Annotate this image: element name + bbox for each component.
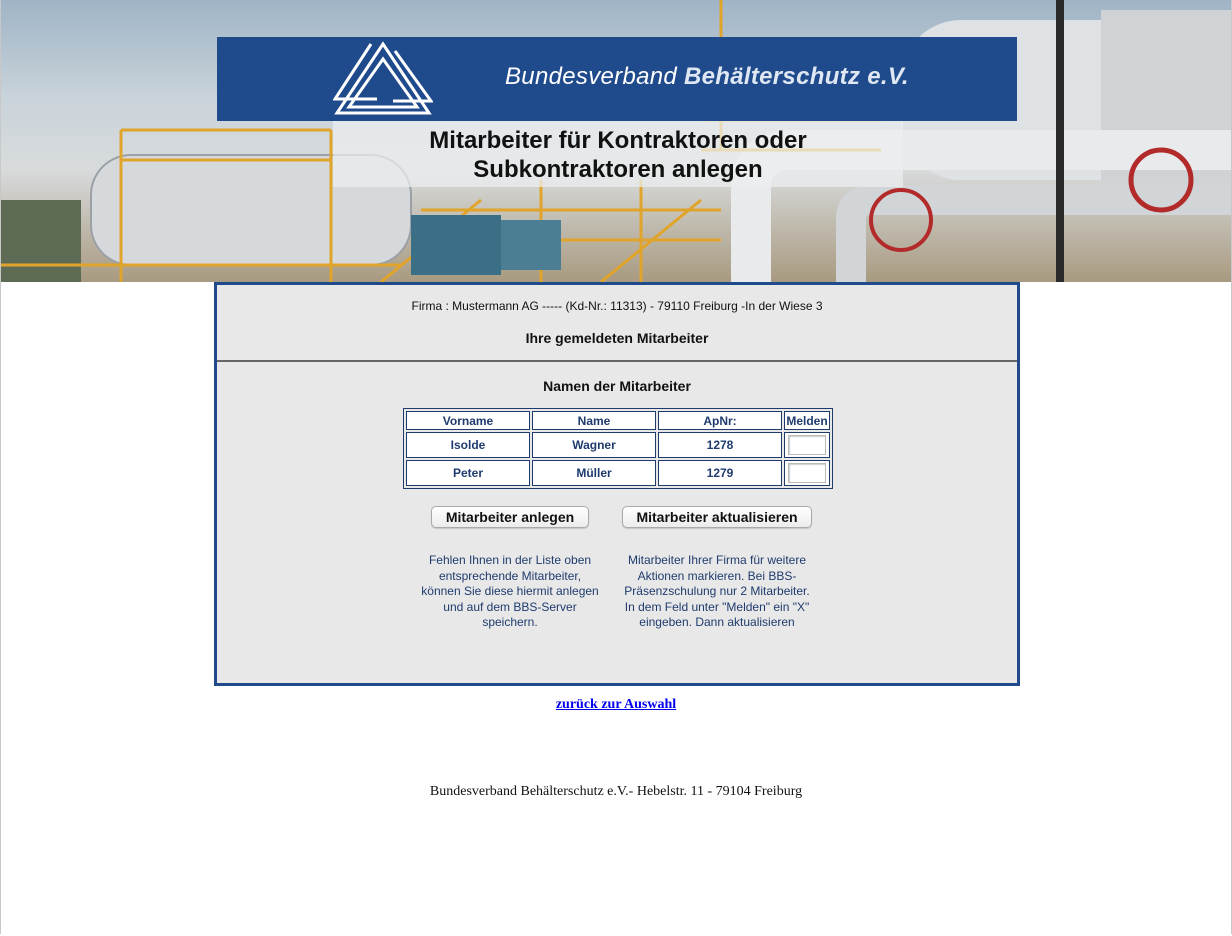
cell-apnr: 1278 <box>658 432 782 458</box>
page-title <box>333 121 903 187</box>
section-title: Ihre gemeldeten Mitarbeiter <box>525 330 709 346</box>
column-header-apnr: ApNr: <box>658 411 782 430</box>
divider <box>217 360 1017 362</box>
table-row <box>406 432 830 458</box>
help-line: Mitarbeiter Ihrer Firma für weitere <box>627 553 807 567</box>
column-header-name: Name <box>532 411 656 430</box>
help-text-add <box>417 553 603 631</box>
cell-apnr: 1279 <box>658 460 782 486</box>
table-row <box>406 460 830 486</box>
add-employee-button[interactable]: Mitarbeiter anlegen <box>431 506 589 528</box>
update-employees-button[interactable]: Mitarbeiter aktualisieren <box>622 506 812 528</box>
back-to-selection-link[interactable]: zurück zur Auswahl <box>555 697 677 712</box>
cell-vorname: Isolde <box>406 432 530 458</box>
brand-bold: Behälterschutz e.V. <box>684 63 909 90</box>
help-line: können Sie diese hiermit anlegen <box>421 584 599 598</box>
header-banner <box>1 0 1231 282</box>
help-line: und auf dem BBS-Server <box>443 599 577 614</box>
cell-vorname: Peter <box>406 460 530 486</box>
help-line: In dem Feld unter "Melden" ein "X" <box>624 599 810 614</box>
cell-name: Wagner <box>532 432 656 458</box>
help-line: eingeben. Dann aktualisieren <box>639 615 795 629</box>
melden-input[interactable] <box>788 463 826 483</box>
company-info: Firma : Mustermann AG ----- (Kd-Nr.: 11313) - 79110 Freiburg -In der Wiese 3 <box>411 299 823 313</box>
help-line: Fehlen Ihnen in der Liste oben <box>428 553 592 567</box>
page-title-line1: Mitarbeiter für Kontraktoren oder <box>429 127 807 154</box>
help-line: Präsenzschulung nur 2 Mitarbeiter. <box>624 584 810 598</box>
help-line: Aktionen markieren. Bei BBS- <box>637 568 797 583</box>
names-title: Namen der Mitarbeiter <box>543 378 691 394</box>
column-header-vorname: Vorname <box>406 411 530 430</box>
table-header-row <box>406 411 830 430</box>
brand-bar <box>217 37 1017 121</box>
column-header-melden: Melden <box>784 411 830 430</box>
cell-melden <box>784 460 830 486</box>
help-text-update <box>617 553 817 631</box>
employee-table <box>403 408 833 489</box>
brand-prefix: Bundesverband <box>505 63 678 90</box>
page-title-line2: Subkontraktoren anlegen <box>473 156 763 183</box>
help-line: speichern. <box>482 615 538 629</box>
brand-name <box>505 63 909 91</box>
help-line: entsprechende Mitarbeiter, <box>438 568 582 583</box>
bbs-logo-icon <box>333 41 433 117</box>
cell-name: Müller <box>532 460 656 486</box>
employee-panel <box>214 282 1020 686</box>
footer-address: Bundesverband Behälterschutz e.V.- Hebelstr. 11 - 79104 Freiburg <box>429 784 803 799</box>
cell-melden <box>784 432 830 458</box>
melden-input[interactable] <box>788 435 826 455</box>
